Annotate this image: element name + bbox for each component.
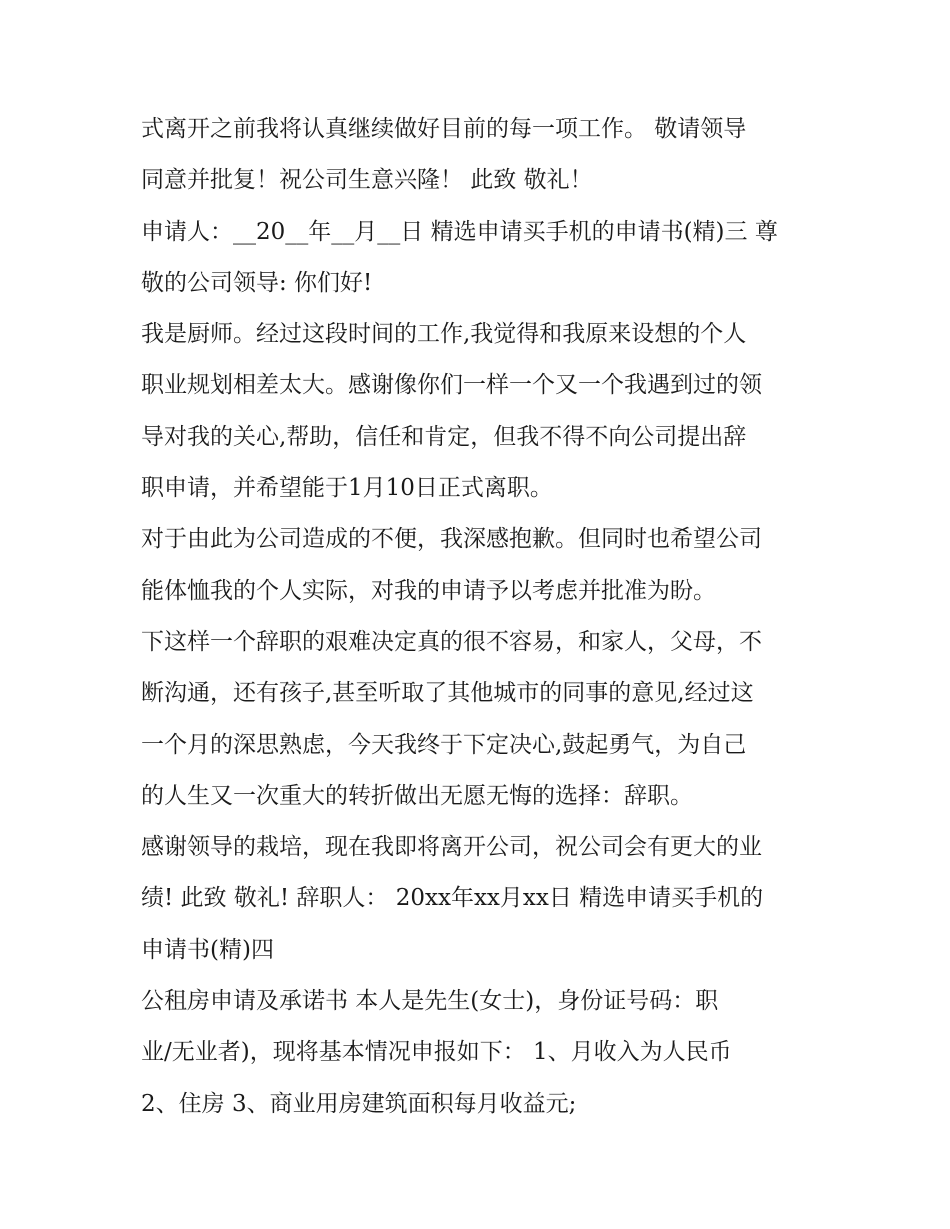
text-line: 感谢领导的栽培，现在我即将离开公司，祝公司会有更大的业 bbox=[141, 834, 762, 861]
text-line: 申请人：__20__年__月__日 精选申请买手机的申请书(精)三 尊 bbox=[141, 218, 778, 245]
text-line: 式离开之前我将认真继续做好目前的每一项工作。 敬请领导 bbox=[141, 116, 747, 142]
text-line: 敬的公司领导: 你们好! bbox=[141, 269, 373, 296]
text-line: 导对我的关心,帮助，信任和肯定，但我不得不向公司提出辞 bbox=[141, 423, 747, 450]
text-line: 2、住房 3、商业用房建筑面积每月收益元; bbox=[141, 1090, 577, 1117]
text-line: 职申请，并希望能于1月10日正式离职。 bbox=[141, 475, 553, 502]
text-line: 能体恤我的个人实际，对我的申请予以考虑并批准为盼。 bbox=[141, 577, 716, 604]
text-line: 的人生又一次重大的转折做出无愿无悔的选择：辞职。 bbox=[141, 782, 693, 809]
text-line: 我是厨师。经过这段时间的工作,我觉得和我原来设想的个人 bbox=[141, 321, 747, 348]
text-line: 业/无业者)，现将基本情况申报如下： 1、月收入为人民币 bbox=[141, 1039, 732, 1066]
text-line: 同意并批复！祝公司生意兴隆！ 此致 敬礼！ bbox=[141, 167, 593, 194]
text-line: 下这样一个辞职的艰难决定真的很不容易，和家人，父母，不 bbox=[141, 628, 762, 655]
text-line: 一个月的深思熟虑，今天我终于下定决心,鼓起勇气，为自己 bbox=[141, 731, 747, 758]
document-body bbox=[141, 104, 831, 1130]
text-line: 申请书(精)四 bbox=[141, 936, 274, 963]
text-line: 断沟通，还有孩子,甚至听取了其他城市的同事的意见,经过这 bbox=[141, 680, 754, 707]
text-line: 公租房申请及承诺书 本人是先生(女士)，身份证号码：职 bbox=[141, 988, 719, 1015]
text-line: 职业规划相差太大。感谢像你们一样一个又一个我遇到过的领 bbox=[141, 372, 762, 399]
text-line: 绩! 此致 敬礼! 辞职人： 20xx年xx月xx日 精选申请买手机的 bbox=[141, 885, 764, 912]
text-line: 对于由此为公司造成的不便，我深感抱歉。但同时也希望公司 bbox=[141, 526, 762, 553]
